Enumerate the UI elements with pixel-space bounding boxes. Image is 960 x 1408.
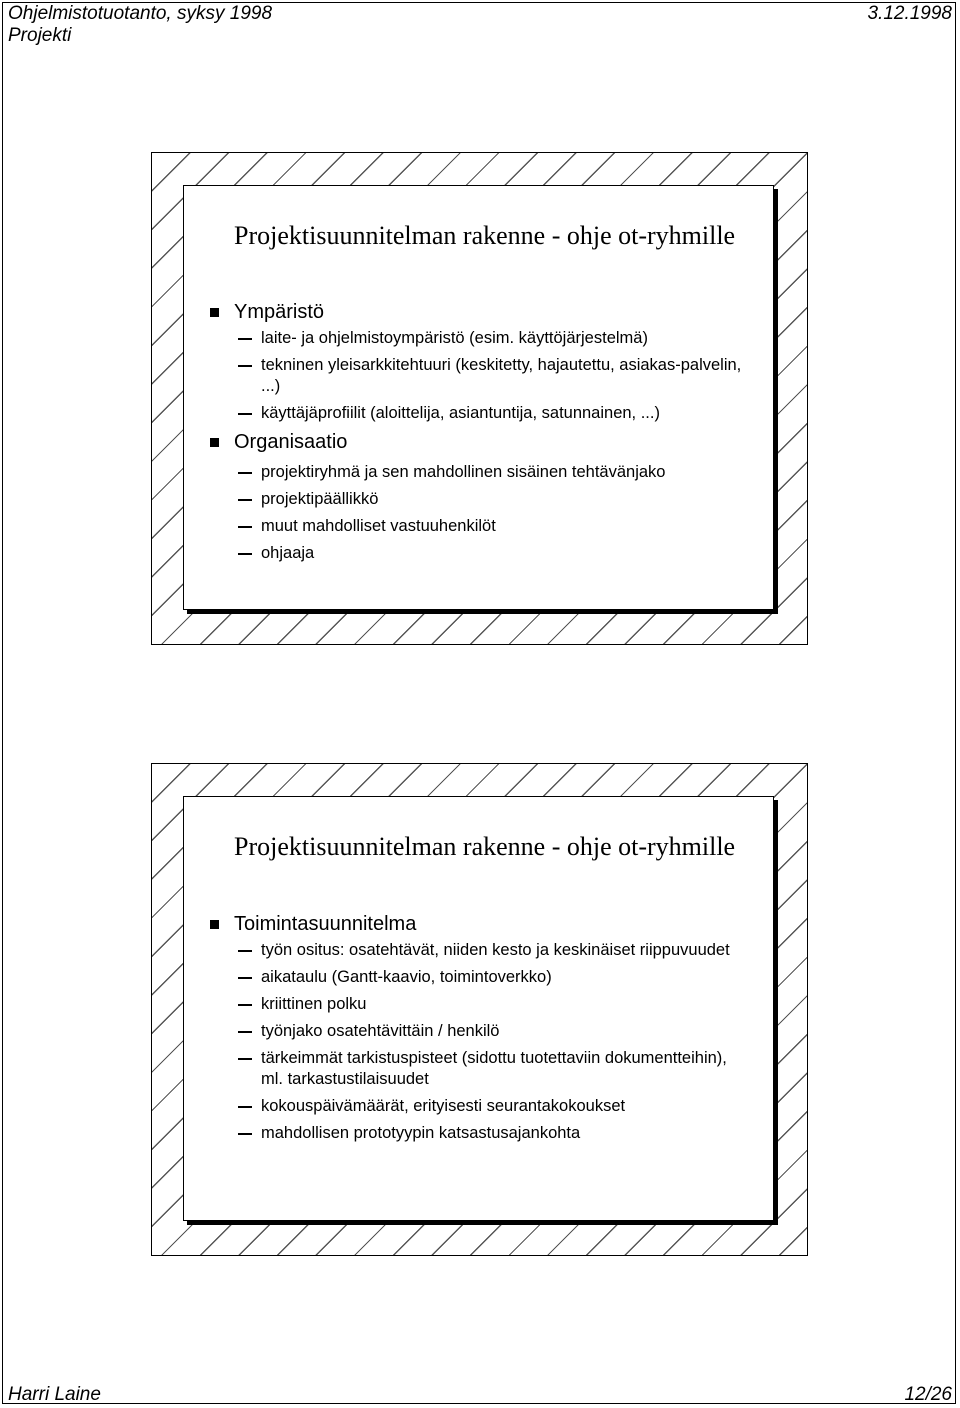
dash-bullet-icon (238, 499, 252, 501)
slide-1-title: Projektisuunnitelman rakenne - ohje ot-ryhmille (234, 221, 736, 250)
list-item: mahdollisen prototyypin katsastusajankohta (206, 1123, 753, 1144)
dash-bullet-icon (238, 1133, 252, 1135)
dash-bullet-icon (238, 1106, 252, 1108)
list-item: projektipäällikkö (206, 489, 753, 510)
header-topic: Projekti (8, 25, 72, 46)
list-item: kokouspäivämäärät, erityisesti seurantakokoukset (206, 1096, 753, 1117)
slide-2-content (206, 909, 753, 1144)
square-bullet-icon (210, 920, 219, 929)
bullet-ymparisto: Ympäristö (206, 300, 753, 324)
square-bullet-icon (210, 308, 219, 317)
dash-bullet-icon (238, 526, 252, 528)
list-item: tekninen yleisarkkitehtuuri (keskitetty, hajautettu, asiakas-palvelin, ...) (206, 355, 753, 397)
dash-bullet-icon (238, 553, 252, 555)
dash-bullet-icon (238, 1058, 252, 1060)
list-item: kriittinen polku (206, 994, 753, 1015)
slide-2 (151, 763, 808, 1256)
list-item: tärkeimmät tarkistuspisteet (sidottu tuotettaviin dokumentteihin), ml. tarkastustilaisuudet (206, 1048, 753, 1090)
bullet-toimintasuunnitelma: Toimintasuunnitelma (206, 912, 753, 936)
list-item: muut mahdolliset vastuuhenkilöt (206, 516, 753, 537)
dash-bullet-icon (238, 1004, 252, 1006)
dash-bullet-icon (238, 338, 252, 340)
list-item: työnjako osatehtävittäin / henkilö (206, 1021, 753, 1042)
footer-page-number: 12/26 (904, 1384, 952, 1405)
list-item: projektiryhmä ja sen mahdollinen sisäinen tehtävänjako (206, 462, 753, 483)
list-item: laite- ja ohjelmistoympäristö (esim. käyttöjärjestelmä) (206, 328, 753, 349)
dash-bullet-icon (238, 950, 252, 952)
dash-bullet-icon (238, 413, 252, 415)
header-date: 3.12.1998 (867, 3, 952, 24)
square-bullet-icon (210, 438, 219, 447)
dash-bullet-icon (238, 472, 252, 474)
list-item: työn ositus: osatehtävät, niiden kesto ja keskinäiset riippuvuudet (206, 940, 753, 961)
slide-2-card (183, 796, 774, 1221)
dash-bullet-icon (238, 977, 252, 979)
dash-bullet-icon (238, 1031, 252, 1033)
list-item: aikataulu (Gantt-kaavio, toimintoverkko) (206, 967, 753, 988)
footer-author: Harri Laine (8, 1384, 101, 1405)
bullet-organisaatio: Organisaatio (206, 430, 753, 454)
list-item: käyttäjäprofiilit (aloittelija, asiantuntija, satunnainen, ...) (206, 403, 753, 424)
slide-1 (151, 152, 808, 645)
slide-2-title: Projektisuunnitelman rakenne - ohje ot-ryhmille (234, 832, 736, 861)
list-item: ohjaaja (206, 543, 753, 564)
slide-1-content (206, 297, 753, 564)
header-course: Ohjelmistotuotanto, syksy 1998 (8, 3, 273, 24)
slide-1-card (183, 185, 774, 610)
dash-bullet-icon (238, 365, 252, 367)
